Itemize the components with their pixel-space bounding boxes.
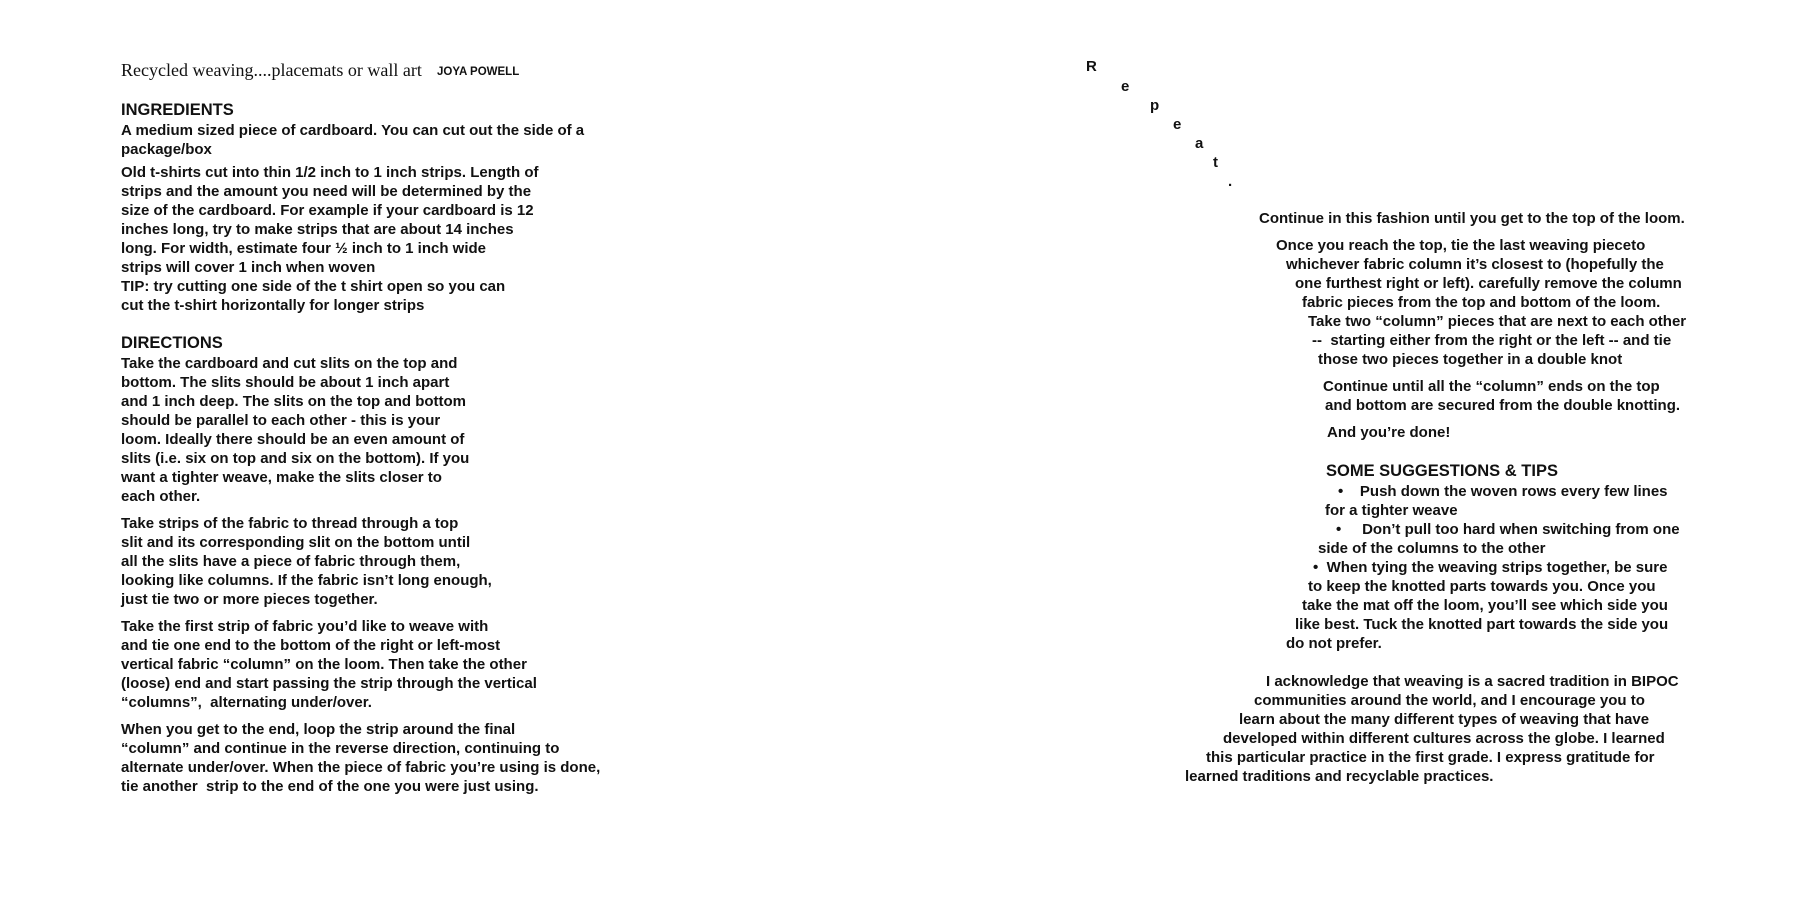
directions-line: When you get to the end, loop the strip around the final bbox=[121, 721, 516, 738]
directions-line: Take the first strip of fabric you’d like to weave with bbox=[121, 618, 489, 635]
directions-line: should be parallel to each other - this is your bbox=[121, 412, 441, 429]
repeat-letter: . bbox=[1228, 173, 1233, 190]
ingredients-line: cut the t-shirt horizontally for longer strips bbox=[121, 297, 425, 314]
repeat-letter: p bbox=[1150, 97, 1160, 114]
acknowledgement-line: communities around the world, and I encourage you to bbox=[1254, 692, 1645, 709]
repeat-letter: a bbox=[1195, 135, 1204, 152]
repeat-letter: e bbox=[1121, 78, 1130, 95]
directions-line: looking like columns. If the fabric isn’t long enough, bbox=[121, 572, 492, 589]
directions-line: (loose) end and start passing the strip through the vertical bbox=[121, 675, 537, 692]
ingredients-line: Old t-shirts cut into thin 1/2 inch to 1 inch strips. Length of bbox=[121, 164, 539, 181]
tips-line: like best. Tuck the knotted part towards the side you bbox=[1295, 616, 1669, 633]
directions-line: each other. bbox=[121, 488, 201, 505]
tips-line: side of the columns to the other bbox=[1318, 540, 1546, 557]
repeat-letter: t bbox=[1213, 154, 1218, 171]
acknowledgement-line: learn about the many different types of weaving that have bbox=[1239, 711, 1650, 728]
ingredients-line: package/box bbox=[121, 141, 212, 158]
ingredients-heading: INGREDIENTS bbox=[121, 101, 234, 119]
acknowledgement-line: developed within different cultures across the globe. I learned bbox=[1223, 730, 1665, 747]
directions-line: bottom. The slits should be about 1 inch apart bbox=[121, 374, 450, 391]
continue-line: -- starting either from the right or the left -- and tie bbox=[1312, 332, 1672, 349]
continue-line: fabric pieces from the top and bottom of the loom. bbox=[1302, 294, 1661, 311]
repeat-letter: e bbox=[1173, 116, 1182, 133]
tips-line: • Push down the woven rows every few lines bbox=[1338, 483, 1668, 500]
tips-line: do not prefer. bbox=[1286, 635, 1382, 652]
directions-line: alternate under/over. When the piece of fabric you’re using is done, bbox=[121, 759, 601, 776]
tips-line: for a tighter weave bbox=[1325, 502, 1458, 519]
continue-line: And you’re done! bbox=[1327, 424, 1451, 441]
directions-line: tie another strip to the end of the one you were just using. bbox=[121, 778, 539, 795]
directions-line: just tie two or more pieces together. bbox=[121, 591, 378, 608]
ingredients-line: A medium sized piece of cardboard. You can cut out the side of a bbox=[121, 122, 585, 139]
ingredients-line: strips and the amount you need will be determined by the bbox=[121, 183, 532, 200]
directions-line: want a tighter weave, make the slits closer to bbox=[121, 469, 442, 486]
directions-line: and 1 inch deep. The slits on the top and bottom bbox=[121, 393, 467, 410]
continue-line: one furthest right or left). carefully remove the column bbox=[1295, 275, 1682, 292]
tips-line: to keep the knotted parts towards you. Once you bbox=[1308, 578, 1656, 595]
tips-line: • When tying the weaving strips together, be sure bbox=[1313, 559, 1668, 576]
directions-line: and tie one end to the bottom of the right or left-most bbox=[121, 637, 501, 654]
directions-line: Take the cardboard and cut slits on the top and bbox=[121, 355, 458, 372]
ingredients-line: long. For width, estimate four ½ inch to 1 inch wide bbox=[121, 240, 487, 257]
ingredients-line: size of the cardboard. For example if your cardboard is 12 bbox=[121, 202, 534, 219]
ingredients-line: inches long, try to make strips that are about 14 inches bbox=[121, 221, 514, 238]
acknowledgement-line: I acknowledge that weaving is a sacred tradition in BIPOC bbox=[1266, 673, 1679, 690]
continue-line: Once you reach the top, tie the last weaving pieceto bbox=[1276, 237, 1646, 254]
directions-line: slit and its corresponding slit on the bottom until bbox=[121, 534, 471, 551]
repeat-letter: R bbox=[1086, 58, 1097, 75]
continue-line: Take two “column” pieces that are next to each other bbox=[1308, 313, 1687, 330]
directions-line: slits (i.e. six on top and six on the bottom). If you bbox=[121, 450, 470, 467]
directions-line: “column” and continue in the reverse direction, continuing to bbox=[121, 740, 560, 757]
author-name: JOYA POWELL bbox=[437, 66, 520, 78]
continue-line: and bottom are secured from the double knotting. bbox=[1325, 397, 1681, 414]
ingredients-line: TIP: try cutting one side of the t shirt open so you can bbox=[121, 278, 506, 295]
directions-line: vertical fabric “column” on the loom. Then take the other bbox=[121, 656, 527, 673]
acknowledgement-line: learned traditions and recyclable practices. bbox=[1185, 768, 1494, 785]
tips-heading: SOME SUGGESTIONS & TIPS bbox=[1326, 462, 1558, 480]
acknowledgement-line: this particular practice in the first grade. I express gratitude for bbox=[1206, 749, 1655, 766]
tips-line: • Don’t pull too hard when switching from one bbox=[1336, 521, 1680, 538]
document-title: Recycled weaving....placemats or wall art bbox=[121, 60, 422, 80]
tips-line: take the mat off the loom, you’ll see which side you bbox=[1302, 597, 1668, 614]
continue-line: Continue until all the “column” ends on the top bbox=[1323, 378, 1660, 395]
directions-heading: DIRECTIONS bbox=[121, 334, 223, 352]
directions-line: all the slits have a piece of fabric through them, bbox=[121, 553, 461, 570]
directions-line: loom. Ideally there should be an even amount of bbox=[121, 431, 465, 448]
continue-line: Continue in this fashion until you get to the top of the loom. bbox=[1259, 210, 1685, 227]
continue-line: whichever fabric column it’s closest to (hopefully the bbox=[1286, 256, 1664, 273]
continue-line: those two pieces together in a double knot bbox=[1318, 351, 1623, 368]
ingredients-line: strips will cover 1 inch when woven bbox=[121, 259, 376, 276]
directions-line: “columns”, alternating under/over. bbox=[121, 694, 372, 711]
directions-line: Take strips of the fabric to thread through a top bbox=[121, 515, 459, 532]
